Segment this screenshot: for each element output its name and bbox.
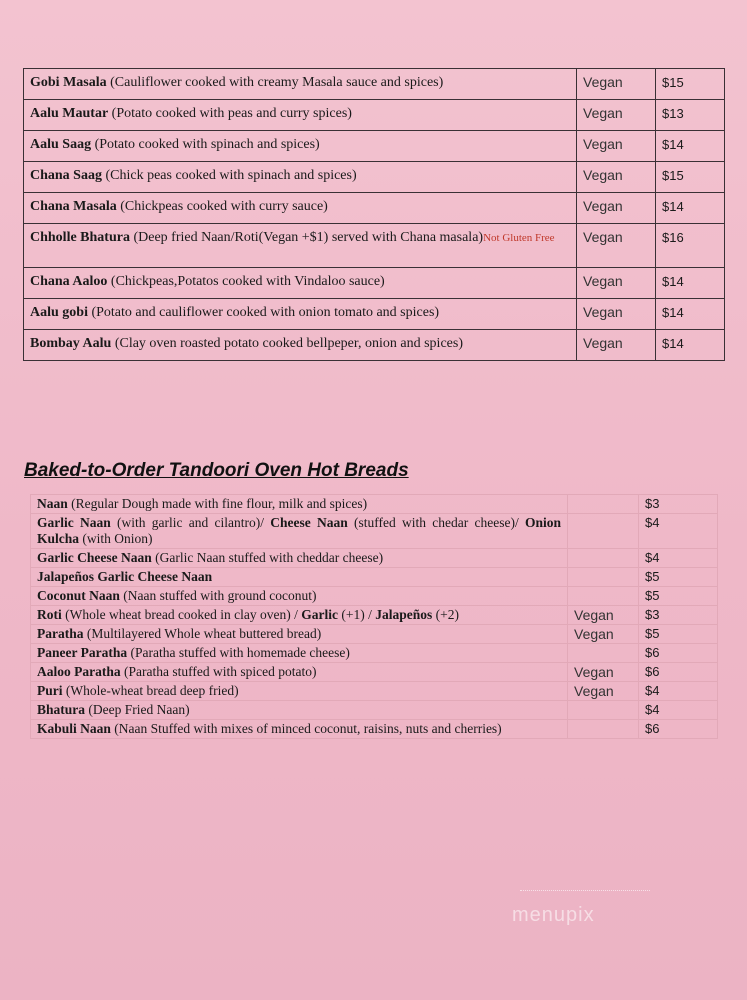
dish-price: $6: [639, 720, 718, 739]
dish-name: Chana Saag: [30, 168, 102, 183]
dish-price: $4: [639, 682, 718, 701]
dish-description: (Deep Fried Naan): [85, 702, 190, 717]
dish-description: (Chickpeas,Potatos cooked with Vindaloo sauce): [107, 274, 385, 289]
dish-price: $14: [656, 299, 725, 330]
dish-name-3: Jalapeños: [375, 607, 433, 622]
curry-menu-table: [23, 68, 725, 361]
section-title-breads: Baked-to-Order Tandoori Oven Hot Breads: [24, 460, 409, 481]
dish-name: Garlic Naan: [37, 515, 111, 530]
vegan-label: Vegan: [568, 606, 639, 625]
dish-description: (with garlic and cilantro)/: [110, 515, 271, 530]
menu-row-coconut-naan: [31, 587, 718, 606]
dish-price: $4: [639, 514, 718, 549]
dish-name: Chana Masala: [30, 199, 117, 214]
dish-price: $15: [656, 69, 725, 100]
dish-name-2: Garlic: [301, 607, 339, 622]
watermark-logo: menupix: [512, 904, 595, 926]
dish-description: (Deep fried Naan/Roti(Vegan +$1) served with Chana masala): [129, 230, 484, 245]
dish-price: $5: [639, 625, 718, 644]
dish-description-3: (with Onion): [79, 531, 153, 546]
dish-name: Paratha: [37, 626, 84, 641]
vegan-label: Vegan: [577, 69, 656, 100]
menu-row-roti: [31, 606, 718, 625]
vegan-label: [568, 514, 639, 549]
dish-price: $5: [639, 587, 718, 606]
vegan-label: [568, 549, 639, 568]
dish-name: Puri: [37, 683, 63, 698]
dish-description: (Whole-wheat bread deep fried): [62, 683, 239, 698]
dish-description: (Potato cooked with peas and curry spices): [108, 106, 352, 121]
dish-price: $15: [656, 162, 725, 193]
bread-menu-table: [30, 494, 718, 739]
dish-name: Bombay Aalu: [30, 336, 112, 351]
menu-row-kabuli-naan: [31, 720, 718, 739]
vegan-label: [568, 495, 639, 514]
vegan-label: Vegan: [577, 330, 656, 361]
vegan-label: [568, 644, 639, 663]
vegan-label: [568, 720, 639, 739]
menu-row-naan: [31, 495, 718, 514]
menu-row-aalu-mautar: [24, 100, 725, 131]
dish-description: (Paratha stuffed with homemade cheese): [127, 645, 350, 660]
dish-name: Aalu gobi: [30, 305, 88, 320]
vegan-label: Vegan: [568, 663, 639, 682]
dish-description: (Regular Dough made with fine flour, milk and spices): [67, 496, 368, 511]
dish-description: (Garlic Naan stuffed with cheddar cheese): [151, 550, 384, 565]
menu-row-puri: [31, 682, 718, 701]
menu-row-gobi-masala: [24, 69, 725, 100]
vegan-label: Vegan: [577, 131, 656, 162]
dish-price: $3: [639, 606, 718, 625]
menu-row-chana-masala: [24, 193, 725, 224]
menu-row-aaloo-paratha: [31, 663, 718, 682]
dish-price: $14: [656, 268, 725, 299]
menu-row-aalu-gobi: [24, 299, 725, 330]
vegan-label: Vegan: [568, 625, 639, 644]
dish-price: $5: [639, 568, 718, 587]
dish-price: $14: [656, 131, 725, 162]
dish-description: (Multilayered Whole wheat buttered bread): [83, 626, 322, 641]
dish-name: Gobi Masala: [30, 75, 107, 90]
vegan-label: Vegan: [577, 299, 656, 330]
vegan-label: [568, 587, 639, 606]
dish-price: $6: [639, 663, 718, 682]
menu-row-paratha: [31, 625, 718, 644]
dish-description: (Clay oven roasted potato cooked bellpeper, onion and spices): [111, 336, 463, 351]
menu-row-paneer-paratha: [31, 644, 718, 663]
dish-description: (Chickpeas cooked with curry sauce): [116, 199, 328, 214]
dish-name: Paneer Paratha: [37, 645, 128, 660]
dish-price: $14: [656, 193, 725, 224]
menu-row-garlic-naan: [31, 514, 718, 549]
dish-price: $16: [656, 224, 725, 268]
menu-row-garlic-cheese-naan: [31, 549, 718, 568]
dish-price: $3: [639, 495, 718, 514]
vegan-label: Vegan: [568, 682, 639, 701]
dish-name: Aalu Saag: [30, 137, 92, 152]
dish-description: (Paratha stuffed with spiced potato): [120, 664, 317, 679]
dish-name-2: Cheese Naan: [270, 515, 348, 530]
dish-description-3: (+2): [432, 607, 460, 622]
dish-description: (Potato and cauliflower cooked with onion tomato and spices): [87, 305, 440, 320]
menu-row-aalu-saag: [24, 131, 725, 162]
vegan-label: Vegan: [577, 162, 656, 193]
menu-row-chana-saag: [24, 162, 725, 193]
vegan-label: Vegan: [577, 224, 656, 268]
menu-row-chholle-bhatura: [24, 224, 725, 268]
dish-description-2: (stuffed with chedar cheese)/: [347, 515, 525, 530]
dish-description-2: (+1) /: [338, 607, 376, 622]
dish-description: (Chick peas cooked with spinach and spices): [101, 168, 357, 183]
dish-name: Garlic Cheese Naan: [37, 550, 152, 565]
vegan-label: Vegan: [577, 100, 656, 131]
dish-description: (Potato cooked with spinach and spices): [91, 137, 320, 152]
menu-row-chana-aaloo: [24, 268, 725, 299]
dish-price: $4: [639, 549, 718, 568]
dish-name: Jalapeños Garlic Cheese Naan: [37, 569, 213, 584]
dish-name: Bhatura: [37, 702, 86, 717]
vegan-label: [568, 701, 639, 720]
menu-row-jalapenos-garlic-cheese-naan: [31, 568, 718, 587]
vegan-label: Vegan: [577, 268, 656, 299]
vegan-label: [568, 568, 639, 587]
dish-description: (Naan Stuffed with mixes of minced coconut, raisins, nuts and cherries): [110, 721, 502, 736]
dish-name: Aaloo Paratha: [37, 664, 121, 679]
dish-description: (Naan stuffed with ground coconut): [119, 588, 317, 603]
dish-name-3: Onion Kulcha: [37, 515, 561, 546]
vegan-label: Vegan: [577, 193, 656, 224]
dish-name: Naan: [37, 496, 68, 511]
dish-name: Roti: [37, 607, 62, 622]
dish-name: Chana Aaloo: [30, 274, 108, 289]
dish-price: $4: [639, 701, 718, 720]
dish-price: $13: [656, 100, 725, 131]
gluten-note: Not Gluten Free: [483, 232, 555, 244]
dish-name: Coconut Naan: [37, 588, 120, 603]
dish-name: Chholle Bhatura: [30, 230, 130, 245]
dish-price: $6: [639, 644, 718, 663]
dish-name: Aalu Mautar: [30, 106, 109, 121]
dish-description: (Cauliflower cooked with creamy Masala sauce and spices): [106, 75, 444, 90]
dish-name: Kabuli Naan: [37, 721, 111, 736]
menu-row-bombay-aalu: [24, 330, 725, 361]
dish-description: (Whole wheat bread cooked in clay oven) /: [61, 607, 302, 622]
dish-price: $14: [656, 330, 725, 361]
menu-row-bhatura: [31, 701, 718, 720]
